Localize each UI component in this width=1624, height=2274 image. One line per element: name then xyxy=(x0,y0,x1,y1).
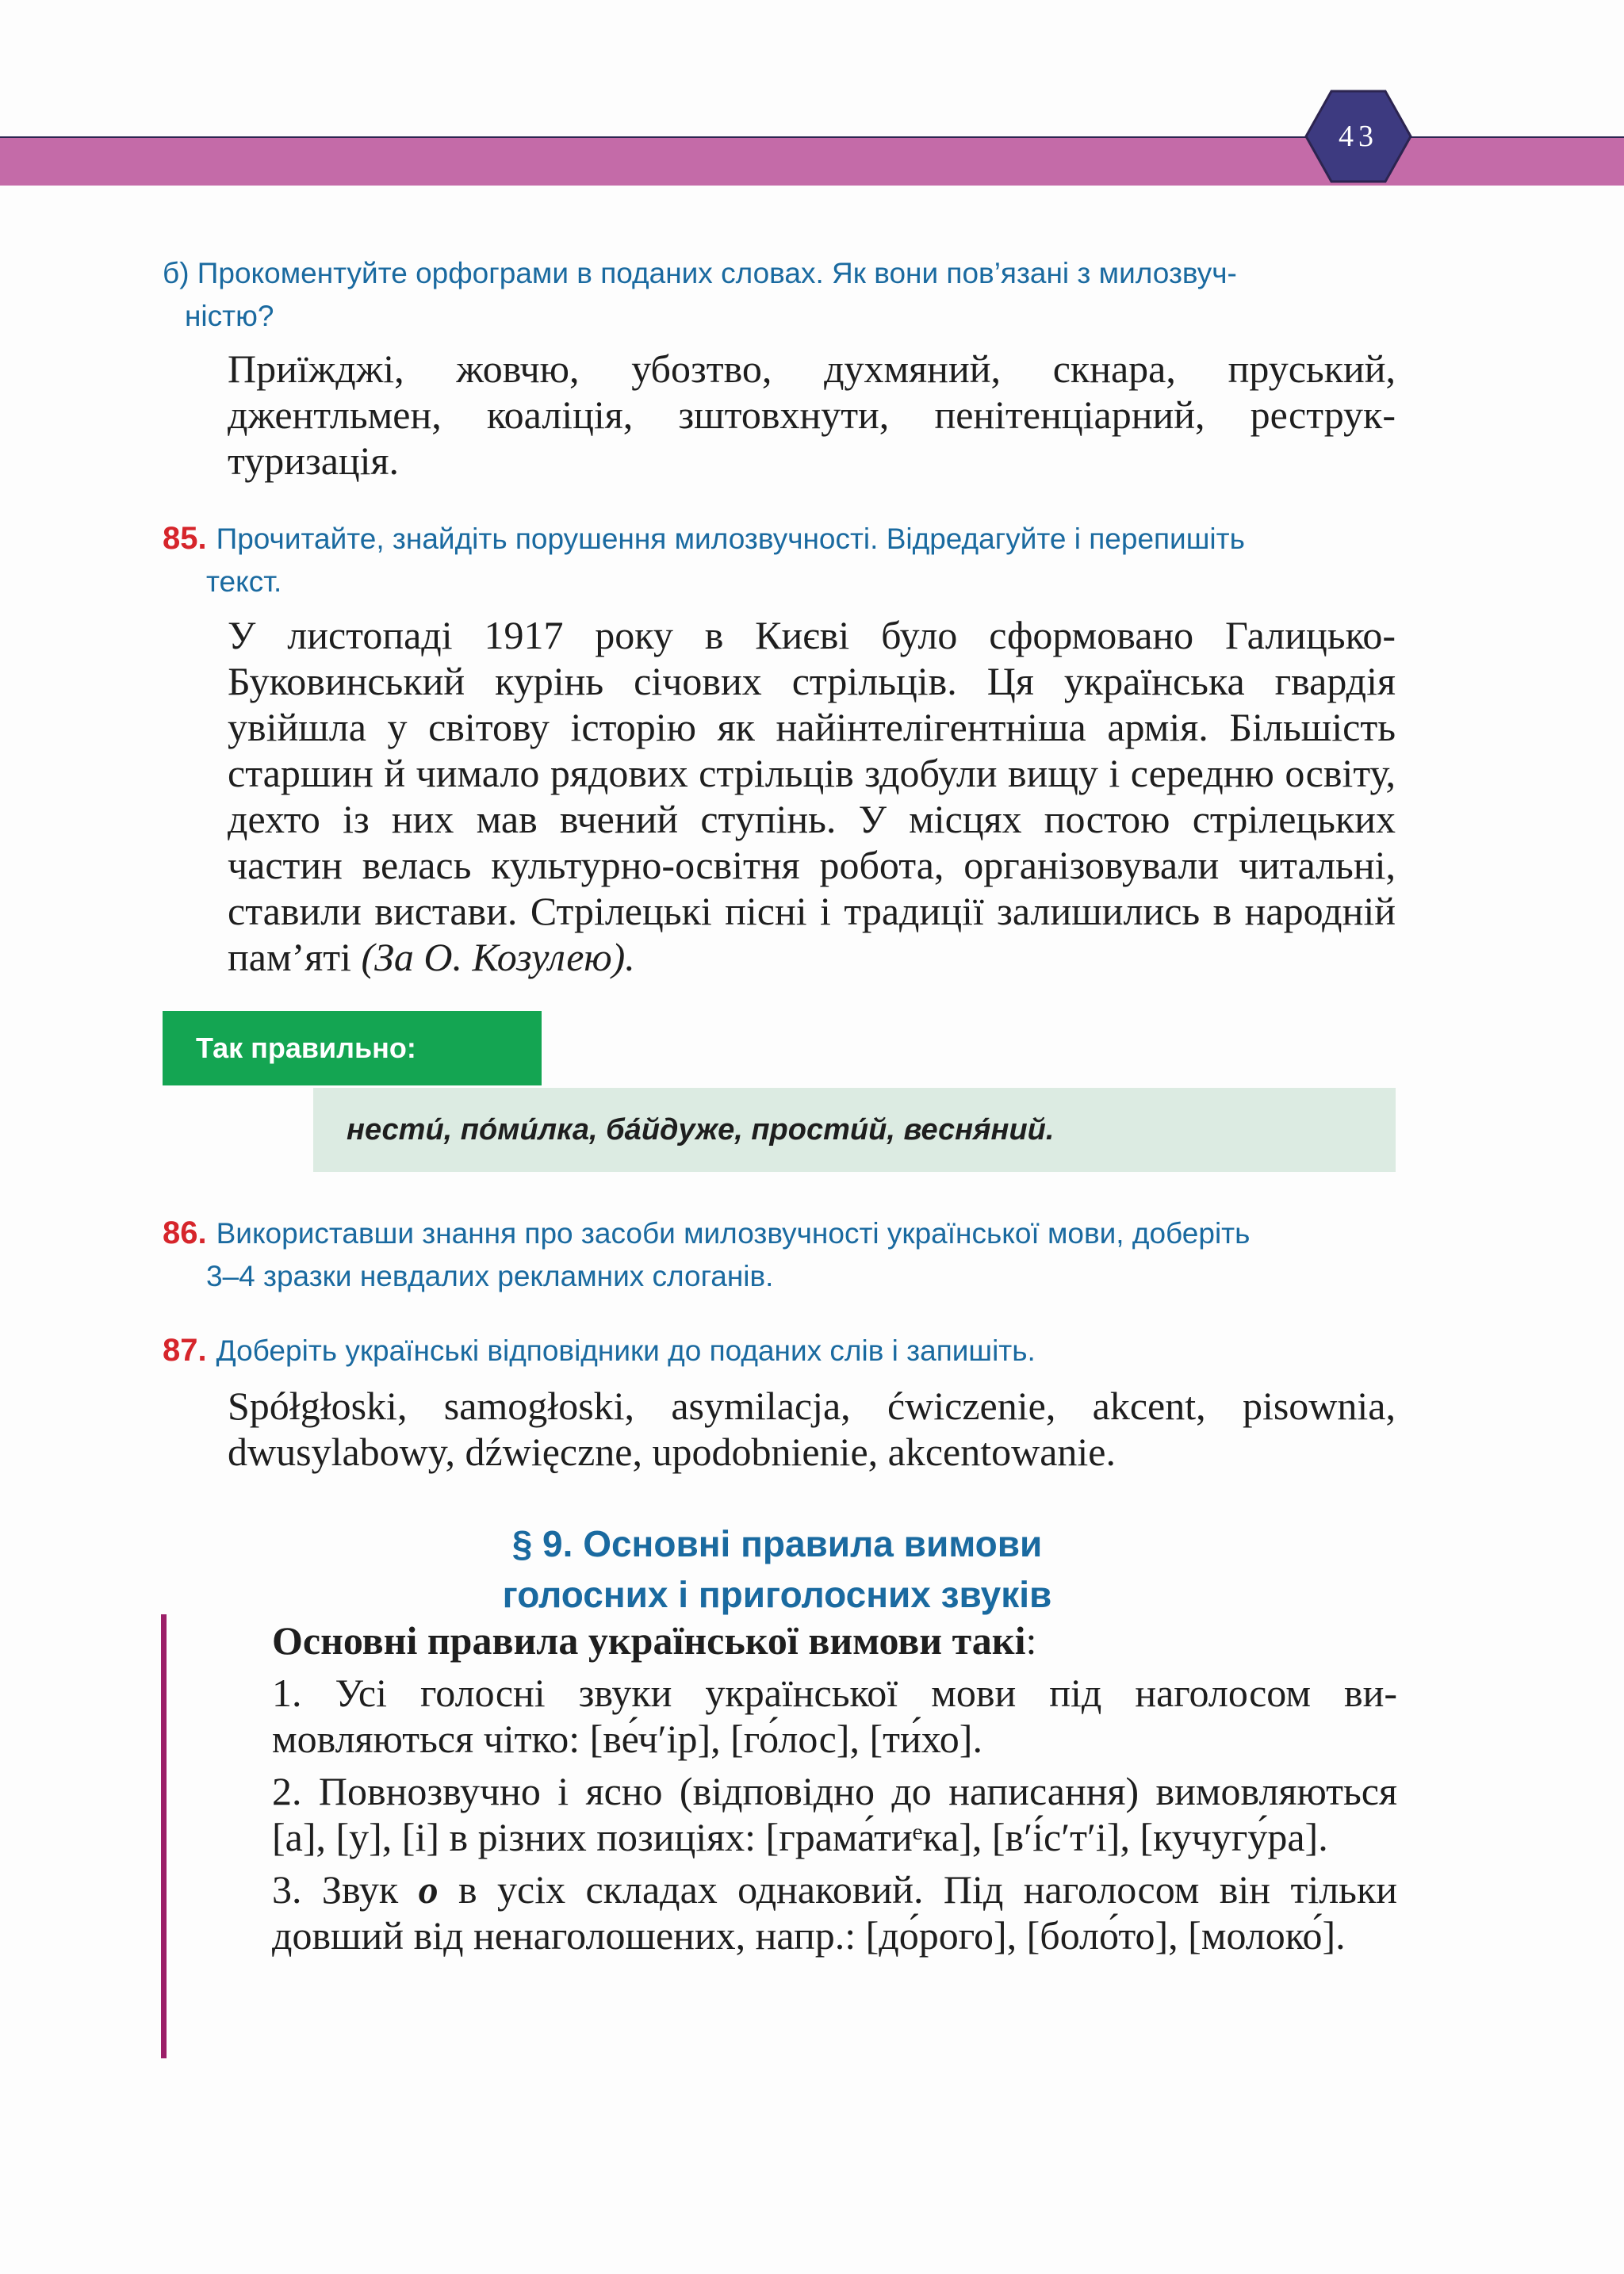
task-86-instruction xyxy=(163,1212,1400,1298)
correct-label: Так правильно: xyxy=(163,1011,542,1085)
rule-3-part-a: 3. Звук xyxy=(272,1867,399,1912)
task-b-text: Приїжджі, жовчю, убозтво, духмяний, скнара, пруський, джентльмен, коаліція, зштовхнути, пенітенціарний, реструктуризація. xyxy=(228,346,1396,483)
rules-side-bar xyxy=(161,1614,167,2058)
task-b-line1: б) Прокоментуйте орфограми в поданих словах. Як вони пов’язані з милозвуч- xyxy=(163,257,1237,289)
task-85-instruction xyxy=(163,517,1400,603)
task-87-words: Spółgłoski, samogłoski, asymilacja, ćwiczenie, akcent, pisownia, dwusylabowy, dźwięczne, upodobnienie, akcentowanie. xyxy=(228,1384,1396,1474)
task-85-line1: Прочитайте, знайдіть порушення милозвучності. Відредагуйте і перепишіть xyxy=(216,523,1245,555)
task-86-line2: 3–4 зразки невдалих рекламних слоганів. xyxy=(206,1260,774,1292)
rule-1: 1. Усі голосні звуки української мови під наголосом вимовляються чітко: [ве́ч′ір], [го́лос], [ти́хо]. xyxy=(272,1671,1397,1761)
task-87-text xyxy=(163,1383,1396,1475)
rules-heading-colon: : xyxy=(1025,1618,1037,1663)
section-title xyxy=(365,1518,1189,1620)
page-number: 43 xyxy=(1339,120,1378,153)
task-87-instruction xyxy=(163,1329,1400,1372)
correct-words: нести́, по́ми́лка, ба́йдуже, прости́й, весня́ний. xyxy=(347,1112,1055,1147)
task-85-source: (За О. Козулею). xyxy=(361,935,635,979)
section-title-line2: голосних і приголосних звуків xyxy=(502,1574,1052,1615)
rule-3-part-b: в усіх складах однаковий. Під наголосом він тільки довший від ненаголошених, напр.: [до́рого], [боло́то], [молоко́]. xyxy=(272,1867,1398,1958)
task-b-line2: ністю? xyxy=(185,300,274,332)
rules-heading-text: Основні правила української вимови такі xyxy=(272,1618,1026,1663)
task-85-line2: текст. xyxy=(206,565,282,598)
rules-heading xyxy=(228,1617,1397,1663)
rule-2: 2. Повнозвучно і ясно (відповідно до написання) вимовляються [а], [у], [і] в різних позиціях: [грама́тиᵉка], [в′і́с′т′і], [кучугу́ра]. xyxy=(272,1769,1397,1859)
task-b-instruction xyxy=(163,252,1400,338)
task-87-line1: Доберіть українські відповідники до поданих слів і запишіть. xyxy=(216,1334,1036,1367)
task-85-text xyxy=(163,612,1396,980)
task-85-number: 85. xyxy=(163,521,207,556)
task-87-number: 87. xyxy=(163,1333,207,1368)
rule-3 xyxy=(228,1866,1397,1958)
section-title-line1: § 9. Основні правила вимови xyxy=(511,1523,1043,1564)
task-b-words xyxy=(163,346,1396,484)
rules-block xyxy=(228,1617,1397,1965)
task-86-number: 86. xyxy=(163,1215,207,1250)
task-86-line1: Використавши знання про засоби милозвучності української мови, доберіть xyxy=(216,1217,1251,1250)
task-85-body: У листопаді 1917 року в Києві було сформовано Галицько-Буковинський курінь січових стрільців. Ця українська гвардія увійшла у світову історію як найінтелігентніша армія. Більшість старшин й чимало рядових стрільців здобули вищу і середню освіту, дехто із них мав вчений ступінь. У місцях постою стрілецьких частин велась культурно-освітня робота, організовували читальні, ставили вистави. Стрілецькі пісні і традиції залишились в народній пам’яті xyxy=(228,613,1396,979)
rule-3-sound-o: о xyxy=(418,1867,439,1912)
